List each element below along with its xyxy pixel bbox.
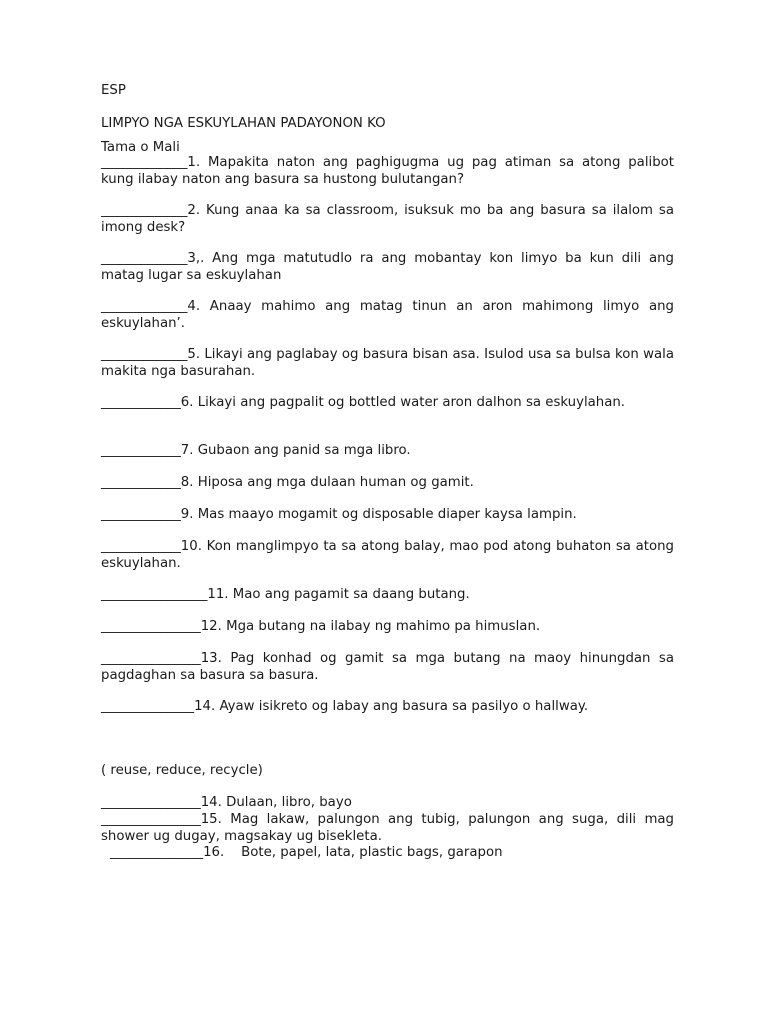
question-item-2: _____________2. Kung anaa ka sa classroom, isuksuk mo ba ang basura sa ilalom sa imong desk? <box>101 203 674 235</box>
question-item-8: ____________8. Hiposa ang mga dulaan human og gamit. <box>101 475 474 490</box>
question-item-11: ________________11. Mao ang pagamit sa daang butang. <box>101 587 470 602</box>
question-item-6: ____________6. Likayi ang pagpalit og bottled water aron dalhon sa eskuylahan. <box>101 395 626 410</box>
worksheet-title: LIMPYO NGA ESKUYLAHAN PADAYONON KO <box>101 116 386 131</box>
question-item-12: _______________12. Mga butang na ilabay ng mahimo pa himuslan. <box>101 619 541 634</box>
part2-item-16: ______________16. Bote, papel, lata, plastic bags, garapon <box>110 845 503 860</box>
question-item-9: ____________9. Mas maayo mogamit og disposable diaper kaysa lampin. <box>101 507 577 522</box>
question-item-14: ______________14. Ayaw isikreto og labay ang basura sa pasilyo o hallway. <box>101 699 589 714</box>
subject-label: ESP <box>101 83 126 98</box>
section-label: Tama o Mali <box>101 140 180 155</box>
part2-item-15: _______________15. Mag lakaw, palungon ang tubig, palungon ang suga, dili mag shower ug dugay, magsakay ug bisekleta. <box>101 812 674 844</box>
part2-item-14: _______________14. Dulaan, libro, bayo <box>101 795 352 810</box>
question-item-13: _______________13. Pag konhad og gamit sa mga butang na maoy hinungdan sa pagdaghan sa basura sa basura. <box>101 651 674 683</box>
question-item-7: ____________7. Gubaon ang panid sa mga libro. <box>101 443 411 458</box>
question-item-4: _____________4. Anaay mahimo ang matag tinun an aron mahimong limyo ang eskuylahan’. <box>101 299 674 331</box>
question-item-10: ____________10. Kon manglimpyo ta sa atong balay, mao pod atong buhaton sa atong eskuylahan. <box>101 539 674 571</box>
question-item-1: _____________1. Mapakita naton ang paghigugma ug pag atiman sa atong palibot kung ilabay naton ang basura sa hustong bulutangan? <box>101 155 674 187</box>
part2-heading: ( reuse, reduce, recycle) <box>101 763 263 778</box>
question-item-5: _____________5. Likayi ang paglabay og basura bisan asa. Isulod usa sa bulsa kon wala makita nga basurahan. <box>101 347 674 379</box>
question-item-3: _____________3,. Ang mga matutudlo ra ang mobantay kon limyo ba kun dili ang matag lugar sa eskuylahan <box>101 251 674 283</box>
